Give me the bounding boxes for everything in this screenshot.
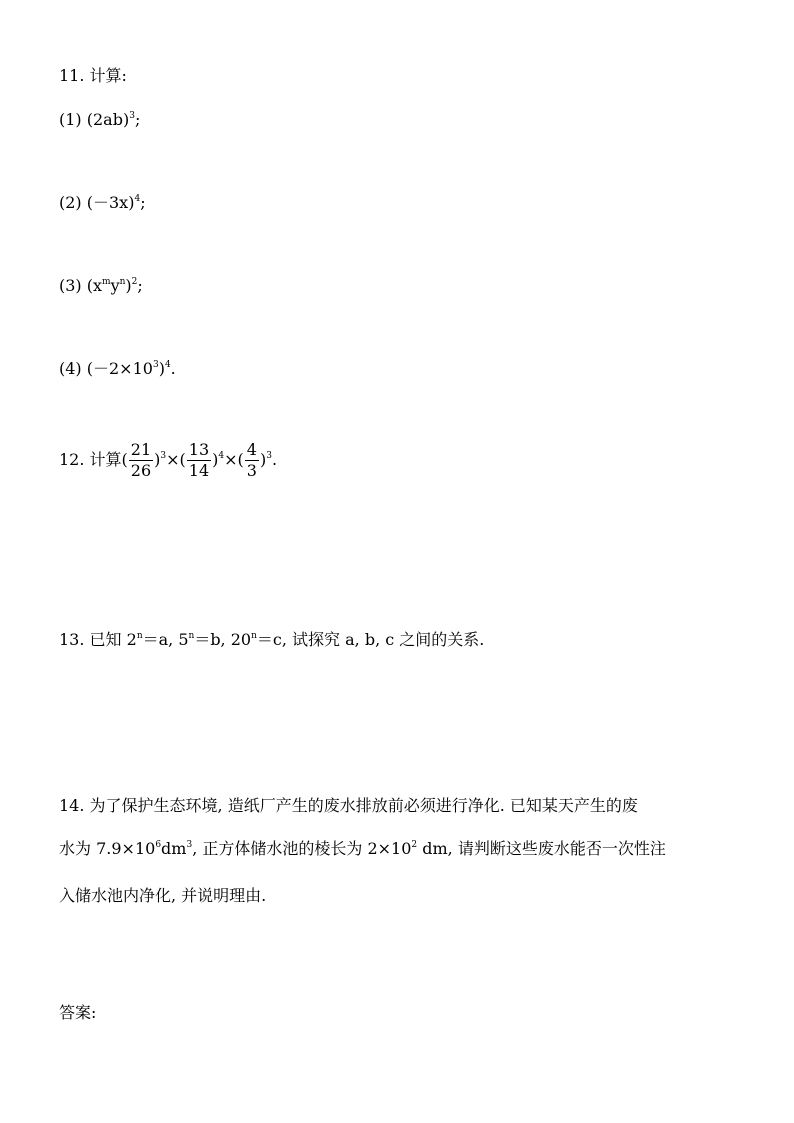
q14-question-text: dm, 请判断这些废水能否一次性注 <box>417 839 666 858</box>
q12-exponent-2: 4 <box>218 451 225 461</box>
q13-text-c: ＝b, 20 <box>194 630 252 649</box>
q14-exponent-2: 2 <box>411 840 418 850</box>
fraction-numerator: 4 <box>246 440 257 459</box>
fraction-21-26 <box>129 440 153 481</box>
q12-times-1: ×( <box>166 450 186 469</box>
q11-p3-exponent-m: m <box>102 277 111 287</box>
q14-line-3: 入储水池内净化, 并说明理由. <box>59 886 267 905</box>
question-11-title <box>59 66 127 86</box>
q11-p4-exponent-outer: 4 <box>164 360 171 370</box>
q11-p3-punct: ; <box>137 276 143 295</box>
fraction-denominator: 3 <box>246 461 257 480</box>
question-14 <box>59 784 749 917</box>
q11-p3-exponent-outer: 2 <box>131 277 138 287</box>
question-11-part-3 <box>59 276 143 299</box>
q14-exponent-3: 3 <box>186 840 193 850</box>
q12-exponent-1: 3 <box>160 451 167 461</box>
question-11-part-1 <box>59 110 140 133</box>
q14-volume: 水为 7.9×10 <box>59 839 156 858</box>
q14-unit-dm: dm <box>161 839 187 858</box>
q14-line-2 <box>59 827 749 874</box>
q11-p2-exponent: 4 <box>134 194 141 204</box>
fraction-numerator: 13 <box>188 440 210 459</box>
question-12: 12. 计算( $\frac{21}{26}$ )$^3$×( $\frac{13}{14}$ )$^4$×( $\frac{4}{3}$ )$^3$. <box>59 440 278 480</box>
q11-p4-expr: (4) (－2×10 <box>59 359 153 378</box>
q13-text-d: ＝c, 试探究 a, b, c 之间的关系. <box>256 630 485 649</box>
q14-edge-text: , 正方体储水池的棱长为 2×10 <box>192 839 412 858</box>
q11-p2-expr: (2) (－3x) <box>59 193 135 212</box>
question-13 <box>59 630 484 653</box>
q11-p3-expr: (3) (x <box>59 276 103 295</box>
q11-p3-y: y <box>110 276 120 295</box>
fraction-denominator: 26 <box>130 461 152 480</box>
fraction-denominator: 14 <box>188 461 210 480</box>
question-11-part-4 <box>59 359 176 382</box>
q11-p1-exponent: 3 <box>129 111 135 121</box>
q14-line-1: 14. 为了保护生态环境, 造纸厂产生的废水排放前必须进行净化. 已知某天产生的废 <box>59 796 638 815</box>
q13-exponent-2: n <box>188 631 195 641</box>
answer-label-text: 答案: <box>59 1003 97 1022</box>
q11-p3-exponent-n: n <box>119 277 126 287</box>
q13-text-b: ＝a, 5 <box>142 630 189 649</box>
fraction-4-3 <box>245 440 259 481</box>
q11-title-text: 11. 计算: <box>59 66 127 85</box>
q11-p1-punct: ; <box>134 110 141 129</box>
fraction-13-14 <box>187 440 211 481</box>
q14-exponent-6: 6 <box>155 840 162 850</box>
fraction-numerator: 21 <box>130 440 152 459</box>
q12-end: . <box>271 450 278 469</box>
q13-exponent-1: n <box>136 631 143 641</box>
q11-p1-expr: (1) (2ab) <box>59 110 130 129</box>
q11-p4-punct: . <box>170 359 176 378</box>
q13-text-a: 13. 已知 2 <box>59 630 137 649</box>
q13-exponent-3: n <box>251 631 257 641</box>
q11-p2-punct: ; <box>140 193 146 212</box>
q12-exponent-3: 3 <box>266 451 272 461</box>
q11-p4-close: ) <box>158 359 165 378</box>
answer-label <box>59 1003 96 1023</box>
q11-p3-close: ) <box>125 276 132 295</box>
q11-p4-exponent-inner: 3 <box>152 360 159 370</box>
question-11-part-2 <box>59 193 146 216</box>
q12-prefix: 12. 计算( <box>59 450 128 469</box>
q12-times-2: ×( <box>224 450 244 469</box>
